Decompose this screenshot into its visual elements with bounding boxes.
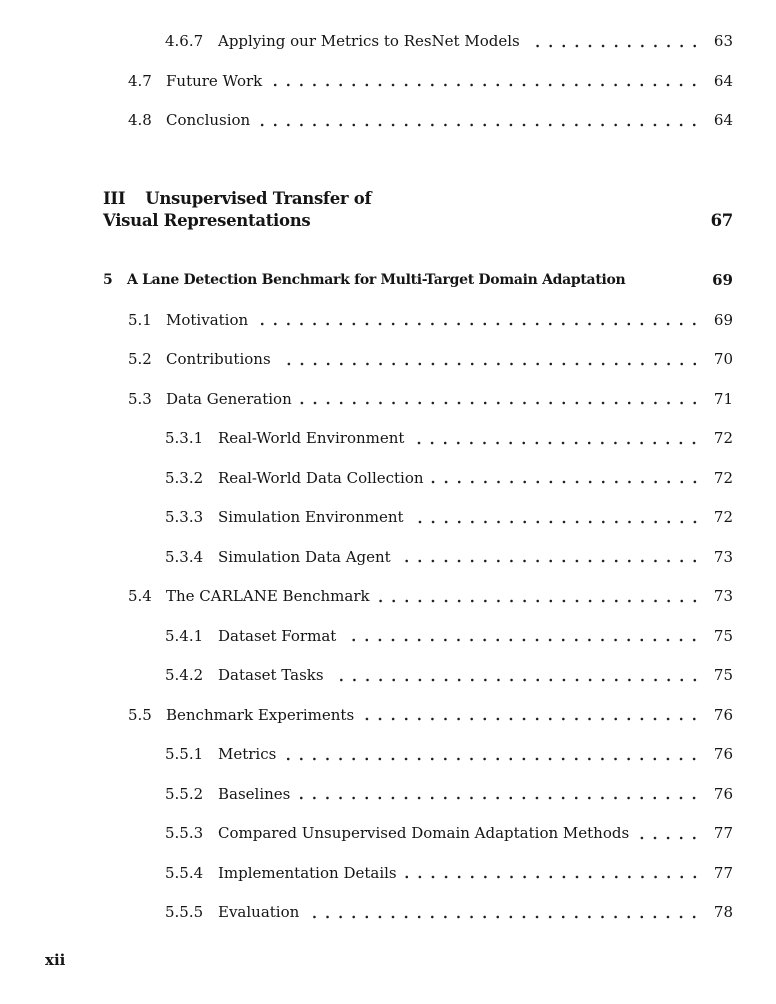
chapter-page-number: 69 <box>712 271 733 290</box>
part-heading[interactable] <box>103 188 733 232</box>
entry-page-number: 72 <box>713 508 733 527</box>
part-page-number: 67 <box>710 211 733 230</box>
dot-leader <box>296 775 701 815</box>
dot-leader <box>360 696 701 736</box>
entry-number: 5.3.2 <box>165 468 204 487</box>
dot-leader <box>282 735 701 775</box>
toc-entry-5-3[interactable] <box>103 380 733 420</box>
entry-page-number: 77 <box>713 824 733 843</box>
chapter-title: A Lane Detection Benchmark for Multi-Target Domain Adaptation <box>127 272 626 289</box>
toc-entry-5-5[interactable] <box>103 696 733 736</box>
dot-leader <box>330 656 701 696</box>
entry-title: Applying our Metrics to ResNet Models <box>218 32 520 51</box>
entry-title: Compared Unsupervised Domain Adaptation Methods <box>218 824 630 843</box>
entry-page-number: 75 <box>713 626 733 645</box>
toc-entry-5-3-4[interactable] <box>103 538 733 578</box>
dot-leader <box>410 419 701 459</box>
entry-title: Real-World Data Collection <box>218 468 424 487</box>
entry-page-number: 75 <box>713 666 733 685</box>
entry-number: 5.5.5 <box>165 903 204 922</box>
entry-title: Baselines <box>218 784 291 803</box>
entry-title: Simulation Data Agent <box>218 547 391 566</box>
dot-leader <box>376 577 701 617</box>
entry-title: Implementation Details <box>218 863 397 882</box>
dot-leader <box>254 301 701 341</box>
toc-chapter-5[interactable] <box>103 261 733 301</box>
entry-number: 4.6.7 <box>165 32 204 51</box>
entry-page-number: 76 <box>713 784 733 803</box>
entry-page-number: 72 <box>713 468 733 487</box>
entry-number: 5.3.1 <box>165 429 204 448</box>
entry-number: 5.3 <box>128 389 152 408</box>
entry-title: Metrics <box>218 745 277 764</box>
entry-number: 5.4 <box>128 587 152 606</box>
entry-number: 5.4.1 <box>165 626 204 645</box>
entry-number: 4.7 <box>128 71 152 90</box>
entry-title: Simulation Environment <box>218 508 404 527</box>
entry-number: 5.5.2 <box>165 784 204 803</box>
entry-number: 5.4.2 <box>165 666 204 685</box>
toc-entry-5-3-3[interactable] <box>103 498 733 538</box>
entry-number: 4.8 <box>128 111 152 130</box>
dot-leader <box>342 617 701 657</box>
table-of-contents <box>103 22 733 933</box>
toc-entry-5-4-1[interactable] <box>103 617 733 657</box>
toc-entry-4-8[interactable] <box>103 101 733 141</box>
toc-entry-5-5-1[interactable] <box>103 735 733 775</box>
dot-leader <box>430 459 701 499</box>
dot-leader <box>298 380 701 420</box>
dot-leader <box>635 814 701 854</box>
dot-leader <box>305 893 701 933</box>
entry-number: 5.5.1 <box>165 745 204 764</box>
dot-leader <box>403 854 701 894</box>
toc-entry-5-4[interactable] <box>103 577 733 617</box>
entry-title: Benchmark Experiments <box>166 705 355 724</box>
dot-leader <box>526 22 701 62</box>
entry-page-number: 64 <box>713 111 733 130</box>
part-title: Unsupervised Transfer of Visual Representations <box>103 189 372 230</box>
entry-number: 5.2 <box>128 350 152 369</box>
toc-entry-5-2[interactable] <box>103 340 733 380</box>
entry-title: Motivation <box>166 310 249 329</box>
entry-title: Dataset Tasks <box>218 666 324 685</box>
entry-page-number: 73 <box>713 547 733 566</box>
entry-page-number: 71 <box>713 389 733 408</box>
entry-number: 5.3.4 <box>165 547 204 566</box>
toc-entry-4-6-7[interactable] <box>103 22 733 62</box>
entry-number: 5.1 <box>128 310 152 329</box>
entry-title: Dataset Format <box>218 626 337 645</box>
dot-leader <box>256 101 701 141</box>
dot-leader <box>277 340 701 380</box>
dot-leader <box>397 538 701 578</box>
toc-entry-5-1[interactable] <box>103 301 733 341</box>
entry-page-number: 76 <box>713 705 733 724</box>
entry-number: 5.3.3 <box>165 508 204 527</box>
toc-entry-5-4-2[interactable] <box>103 656 733 696</box>
page-folio: xii <box>45 951 66 969</box>
toc-entry-4-7[interactable] <box>103 62 733 102</box>
dot-leader <box>268 62 701 102</box>
chapter-number: 5 <box>103 272 113 289</box>
part-heading-text <box>103 188 371 232</box>
entry-title: Contributions <box>166 350 271 369</box>
toc-entry-5-5-5[interactable] <box>103 893 733 933</box>
entry-page-number: 69 <box>713 310 733 329</box>
entry-page-number: 76 <box>713 745 733 764</box>
entry-title: Evaluation <box>218 903 300 922</box>
entry-title: Real-World Environment <box>218 429 405 448</box>
entry-page-number: 63 <box>713 32 733 51</box>
entry-title: Conclusion <box>166 111 251 130</box>
toc-entry-5-3-1[interactable] <box>103 419 733 459</box>
dot-leader <box>410 498 701 538</box>
toc-entry-5-5-3[interactable] <box>103 814 733 854</box>
entry-title: Future Work <box>166 71 263 90</box>
entry-page-number: 73 <box>713 587 733 606</box>
entry-title: The CARLANE Benchmark <box>166 587 370 606</box>
entry-number: 5.5.3 <box>165 824 204 843</box>
entry-number: 5.5 <box>128 705 152 724</box>
entry-number: 5.5.4 <box>165 863 204 882</box>
toc-entry-5-5-4[interactable] <box>103 854 733 894</box>
entry-page-number: 72 <box>713 429 733 448</box>
part-number: III <box>103 189 126 208</box>
toc-entry-5-3-2[interactable] <box>103 459 733 499</box>
entry-page-number: 64 <box>713 71 733 90</box>
entry-title: Data Generation <box>166 389 292 408</box>
entry-page-number: 70 <box>713 350 733 369</box>
entry-page-number: 77 <box>713 863 733 882</box>
toc-entry-5-5-2[interactable] <box>103 775 733 815</box>
entry-page-number: 78 <box>713 903 733 922</box>
